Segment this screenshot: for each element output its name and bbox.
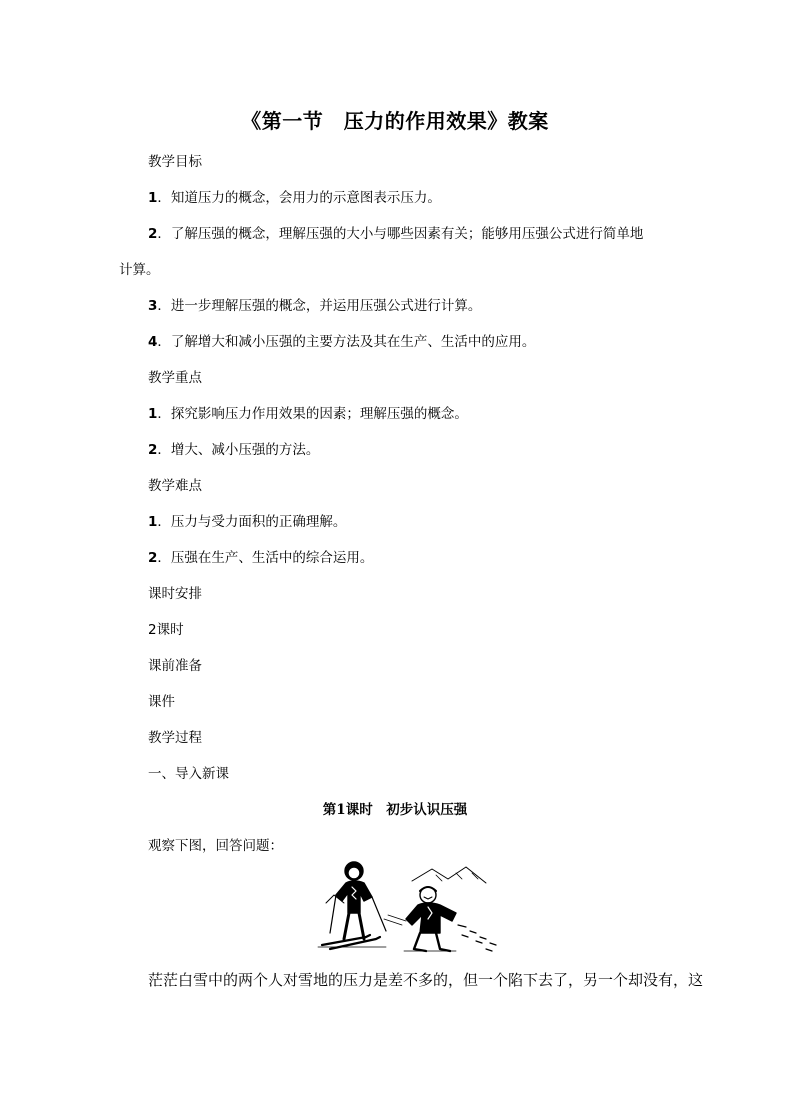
goal-item-3 bbox=[148, 296, 481, 316]
difficult-point-1 bbox=[148, 512, 346, 532]
lesson-1-title: 第1课时 初步认识压强 bbox=[322, 802, 468, 818]
skiers-in-snow-illustration bbox=[316, 855, 506, 959]
key-point-number: 2 bbox=[148, 442, 158, 458]
goal-text: ．知道压力的概念，会用力的示意图表示压力。 bbox=[157, 190, 441, 206]
difficult-point-text: ．压力与受力面积的正确理解。 bbox=[157, 514, 347, 530]
goal-number: 3 bbox=[148, 298, 158, 314]
goal-item-2-continuation: 计算。 bbox=[119, 262, 160, 278]
goal-text: ．进一步理解压强的概念，并运用压强公式进行计算。 bbox=[157, 298, 482, 314]
skiers-in-snow-icon bbox=[316, 855, 506, 959]
goal-text: ．了解压强的概念，理解压强的大小与哪些因素有关；能够用压强公式进行简单地 bbox=[157, 226, 644, 242]
document-title: 《第一节 压力的作用效果》教案 bbox=[241, 109, 549, 133]
process-step-1: 一、导入新课 bbox=[148, 766, 229, 782]
difficult-point-2 bbox=[148, 548, 373, 568]
key-points-heading: 教学重点 bbox=[148, 370, 202, 386]
difficult-points-heading: 教学难点 bbox=[148, 478, 202, 494]
goals-heading: 教学目标 bbox=[148, 154, 202, 170]
difficult-point-number: 2 bbox=[148, 550, 158, 566]
key-point-text: ．增大、减小压强的方法。 bbox=[157, 442, 320, 458]
goal-item-4 bbox=[148, 332, 535, 352]
goal-number: 1 bbox=[148, 190, 158, 206]
key-point-number: 1 bbox=[148, 406, 158, 422]
goal-item-1 bbox=[148, 188, 441, 208]
goal-number: 2 bbox=[148, 226, 158, 242]
goal-item-2 bbox=[148, 224, 643, 244]
schedule-value: 2课时 bbox=[148, 622, 184, 638]
observe-prompt: 观察下图，回答问题： bbox=[148, 838, 283, 854]
process-heading: 教学过程 bbox=[148, 730, 202, 746]
prep-heading: 课前准备 bbox=[148, 658, 202, 674]
prep-value: 课件 bbox=[148, 694, 175, 710]
key-point-1 bbox=[148, 404, 468, 424]
key-point-2 bbox=[148, 440, 319, 460]
goal-text: ．了解增大和减小压强的主要方法及其在生产、生活中的应用。 bbox=[157, 334, 536, 350]
difficult-point-text: ．压强在生产、生活中的综合运用。 bbox=[157, 550, 374, 566]
key-point-text: ．探究影响压力作用效果的因素；理解压强的概念。 bbox=[157, 406, 468, 422]
schedule-heading: 课时安排 bbox=[148, 586, 202, 602]
goal-number: 4 bbox=[148, 334, 158, 350]
difficult-point-number: 1 bbox=[148, 514, 158, 530]
final-paragraph: 茫茫白雪中的两个人对雪地的压力是差不多的，但一个陷下去了，另一个却没有，这 bbox=[148, 971, 704, 989]
